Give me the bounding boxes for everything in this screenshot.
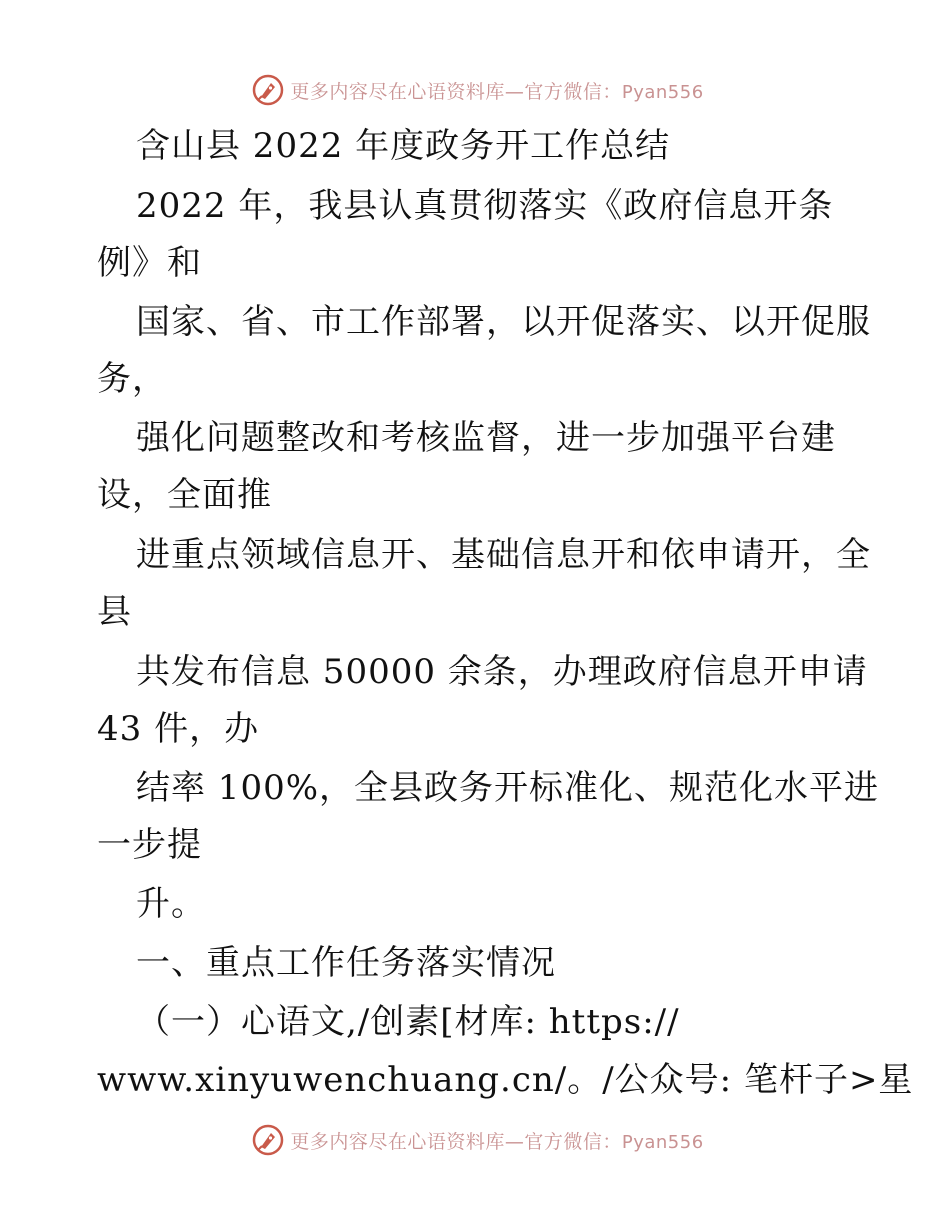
pen-nib-logo-icon xyxy=(252,74,284,106)
pen-nib-logo-icon xyxy=(252,1124,284,1156)
watermark-text: 更多内容尽在心语资料库—官方微信：Pyan556 xyxy=(290,80,704,103)
document-title: 含山县 2022 年度政务开工作总结 xyxy=(136,126,671,166)
paragraph-line: 县 xyxy=(97,592,132,632)
paragraph-line: 43 件，办 xyxy=(97,709,260,749)
paragraph-line: 进重点领域信息开、基础信息开和依申请开，全 xyxy=(136,535,871,575)
watermark-text: 更多内容尽在心语资料库—官方微信：Pyan556 xyxy=(290,1130,704,1153)
paragraph-line: 设，全面推 xyxy=(97,475,272,515)
paragraph-line: 一步提 xyxy=(97,825,202,865)
paragraph-line: 升。 xyxy=(136,884,206,924)
paragraph-line: 强化问题整改和考核监督，进一步加强平台建 xyxy=(136,418,836,458)
footer-watermark xyxy=(0,1120,950,1160)
paragraph-line: 务， xyxy=(97,359,167,399)
header-watermark xyxy=(0,70,950,110)
paragraph-line: 国家、省、市工作部署，以开促落实、以开促服 xyxy=(136,302,871,342)
subsection-heading: （一）心语文,/创素[材库: https:// xyxy=(136,1002,680,1042)
paragraph-line: 例》和 xyxy=(97,243,202,283)
paragraph-line: 共发布信息 50000 余条，办理政府信息开申请 xyxy=(136,652,868,692)
paragraph-line: www.xinyuwenchuang.cn/。/公众号: 笔杆子>星 xyxy=(97,1060,914,1100)
paragraph-line: 结率 100%，全县政务开标准化、规范化水平进 xyxy=(136,768,880,808)
paragraph-line: 2022 年，我县认真贯彻落实《政府信息开条 xyxy=(136,186,834,226)
section-heading: 一、重点工作任务落实情况 xyxy=(136,943,556,983)
